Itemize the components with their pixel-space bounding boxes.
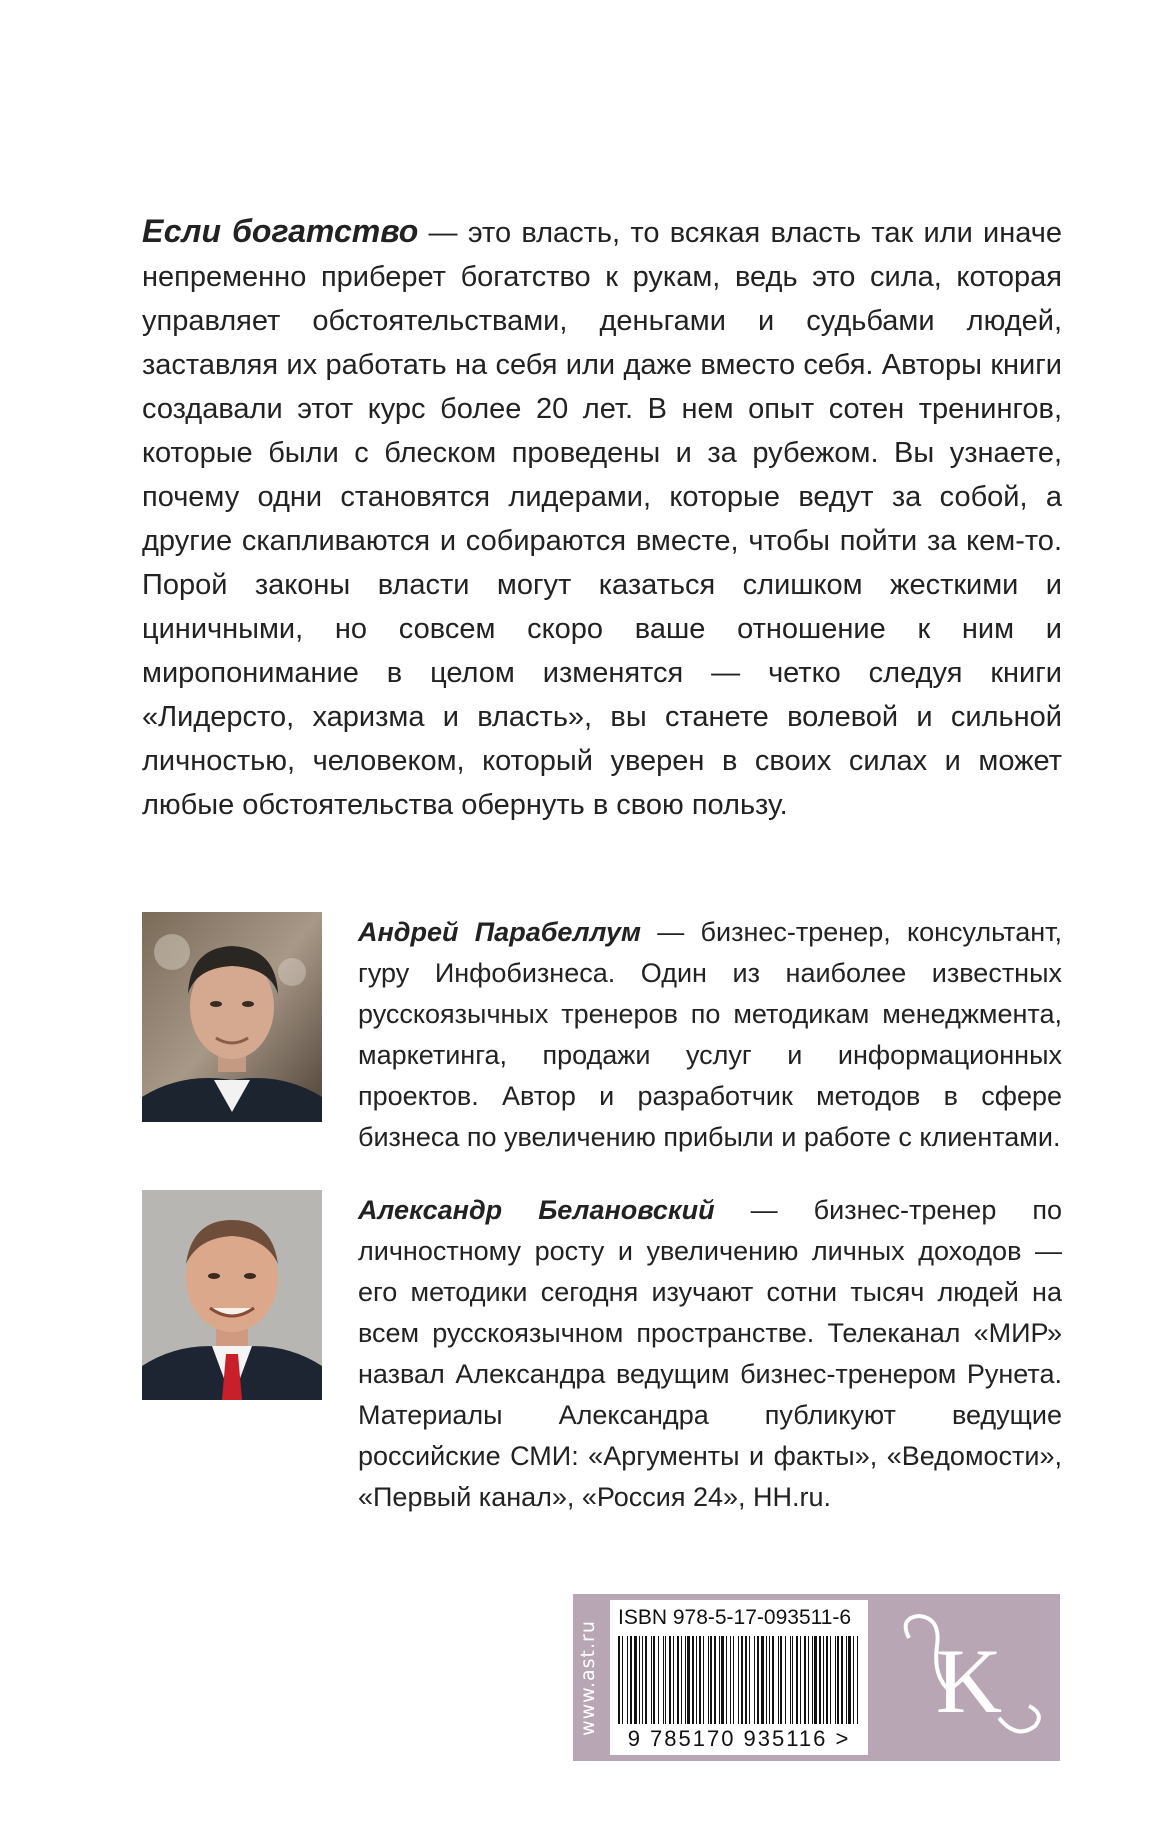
barcode-bar (741, 1636, 743, 1724)
barcode-bar (663, 1636, 664, 1724)
barcode-bar (669, 1636, 671, 1724)
barcode-bar (766, 1636, 767, 1724)
barcode-bar (696, 1636, 697, 1724)
barcode-bars (618, 1636, 860, 1724)
barcode-bar (853, 1636, 854, 1724)
barcode-bar (785, 1636, 786, 1724)
barcode-bar (769, 1636, 770, 1724)
barcode-number: 9 785170 935116 > (627, 1726, 851, 1751)
barcode-bar (653, 1636, 655, 1724)
barcode-bar (749, 1636, 750, 1724)
barcode-bar (814, 1636, 817, 1724)
logo-letter: K (935, 1630, 1003, 1732)
barcode-bar (708, 1636, 709, 1724)
barcode-bar (790, 1636, 791, 1724)
barcode-bar (685, 1636, 686, 1724)
author-bio-belanovsky (358, 1190, 1062, 1518)
barcode-bar (642, 1636, 643, 1724)
barcode-bar (819, 1636, 821, 1724)
barcode-bar (846, 1636, 847, 1724)
site-url: www.ast.ru (577, 1620, 599, 1736)
barcode-panel (573, 1594, 1060, 1761)
barcode-bar (721, 1636, 724, 1724)
barcode-bar (634, 1636, 637, 1724)
publisher-logo (889, 1598, 1048, 1757)
barcode-bar (808, 1636, 809, 1724)
barcode-bar (745, 1636, 747, 1724)
barcode-bar (857, 1636, 858, 1724)
barcode-bar (719, 1636, 720, 1724)
author-bio-parabellum (358, 912, 1062, 1158)
barcode-bar (826, 1636, 828, 1724)
barcode-bar (692, 1636, 694, 1724)
barcode-bar (757, 1636, 759, 1724)
barcode-bar (841, 1636, 843, 1724)
isbn-label: ISBN 978-5-17-093511-6 (618, 1606, 852, 1629)
barcode-bar (733, 1636, 734, 1724)
barcode-bar (848, 1636, 851, 1724)
barcode-bar (630, 1636, 632, 1724)
barcode-bar (780, 1636, 782, 1724)
barcode-bar (772, 1636, 774, 1724)
barcode-bar (658, 1636, 659, 1724)
barcode-bar (835, 1636, 836, 1724)
barcode-bar (677, 1636, 679, 1724)
barcode-bar (710, 1636, 712, 1724)
barcode-bar (714, 1636, 716, 1724)
barcode-bar (645, 1636, 647, 1724)
barcode-bar (792, 1636, 793, 1724)
barcode-bar (726, 1636, 727, 1724)
barcode-bar (687, 1636, 690, 1724)
barcode-bar (703, 1636, 704, 1724)
barcode-bar (796, 1636, 798, 1724)
barcode-bar (812, 1636, 813, 1724)
barcode-bar (830, 1636, 831, 1724)
barcode-bar (673, 1636, 674, 1724)
barcode-bar (681, 1636, 682, 1724)
barcode-bar (622, 1636, 623, 1724)
barcode-bar (738, 1636, 739, 1724)
barcode-bar (761, 1636, 764, 1724)
site-strip (573, 1594, 603, 1761)
author-bio-text-belanovsky: — бизнес-тренер по личностному росту и увеличению личных доходов — его методики сегодня изучают сотни тысяч людей на всем русскоязычном пространстве. Телеканал «МИР» назвал Александра ведущим бизнес-тренером Рунета. Материалы Александра публикуют ведущие российские СМИ: «Аргументы и факты», «Ведомости», «Первый канал», «Россия 24», HH.ru. (358, 1195, 1063, 1512)
description-lead: Если богатство (142, 213, 419, 249)
author-bio-text-parabellum: — бизнес-тренер, консультант, гуру Инфобизнеса. Один из наиболее известных русскоязычных тренеров по методикам менеджмента, маркетинга, продажи услуг и информационных проектов. Автор и разработчик методов в сфере бизнеса по увеличению прибыли и работе с клиентами. (358, 917, 1063, 1152)
barcode-bar (804, 1636, 806, 1724)
barcode-bar (639, 1636, 640, 1724)
barcode-bar (800, 1636, 801, 1724)
barcode-bar (730, 1636, 731, 1724)
author-name-belanovsky: Александр Белановский (358, 1195, 715, 1225)
barcode-bar (699, 1636, 701, 1724)
barcode-bar (823, 1636, 824, 1724)
author-photo-belanovsky (142, 1190, 322, 1400)
barcode-bar (627, 1636, 628, 1724)
author-name-parabellum: Андрей Парабеллум (358, 917, 641, 947)
barcode-bar (778, 1636, 779, 1724)
description-text (142, 209, 1062, 827)
description-body: — это власть, то всякая власть так или иначе непременно приберет богатство к рукам, ведь это сила, которая управляет обстоятельствами, деньгами и судьбами людей, заставляя их работать на себя или даже вместо себя. Авторы книги создавали этот курс более 20 лет. В нем опыт сотен тренингов, которые были с блеском проведены и за рубежом. Вы узнаете, почему одни становятся лидерами, которые ведут за собой, а другие скапливаются и собираются вместе, чтобы пойти за кем-то. Порой законы власти могут казаться слишком жесткими и циничными, но совсем скоро ваше отношение к ним и миропонимание в целом изменятся — четко следуя книги «Лидерсто, харизма и власть», вы станете волевой и сильной личностью, человеком, который уверен в своих силах и может любые обстоятельства обернуть в свою пользу. (142, 217, 1063, 821)
barcode-bar (618, 1636, 620, 1724)
barcode-bar (837, 1636, 839, 1724)
author-photo-parabellum (142, 912, 322, 1122)
barcode-bar (754, 1636, 755, 1724)
barcode-bar (665, 1636, 666, 1724)
barcode-bar (651, 1636, 652, 1724)
barcode (610, 1600, 868, 1755)
